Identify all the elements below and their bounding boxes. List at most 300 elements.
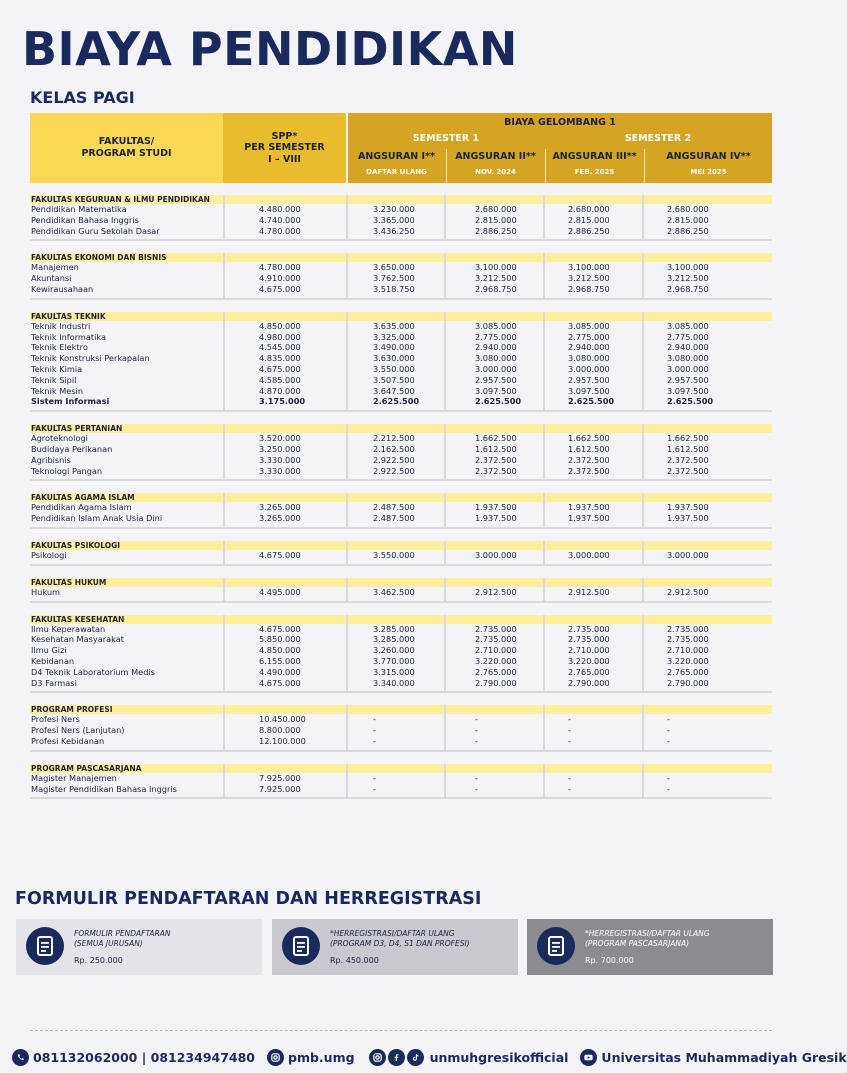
column-divider xyxy=(444,541,446,566)
fee-a3: 2.790.000 xyxy=(568,677,610,688)
column-divider xyxy=(543,541,545,566)
fee-a2: 3.000.000 xyxy=(475,363,517,374)
faculty-section xyxy=(30,578,772,603)
header-spp xyxy=(223,113,346,183)
column-divider xyxy=(642,493,644,529)
form-box-pendaftaran xyxy=(16,919,262,975)
fee-a3: 1.937.500 xyxy=(568,513,610,524)
column-divider xyxy=(444,253,446,299)
fee-a3: 2.625.500 xyxy=(568,396,615,407)
footer-divider xyxy=(30,1030,772,1031)
column-divider xyxy=(346,253,348,299)
table-row xyxy=(30,784,772,795)
column-divider xyxy=(223,705,225,751)
column-divider xyxy=(543,493,545,529)
fee-a2: - xyxy=(475,735,478,746)
fee-a2: 2.940.000 xyxy=(475,342,517,353)
fee-spp: 4.780.000 xyxy=(259,262,301,273)
fee-a4: 1.937.500 xyxy=(667,502,709,513)
program-name: Kebidanan xyxy=(31,655,75,666)
fee-a1: 3.507.500 xyxy=(373,374,415,385)
program-name: Teknologi Pangan xyxy=(31,465,103,476)
fee-a4: 2.372.500 xyxy=(667,454,709,465)
column-divider xyxy=(346,615,348,694)
fee-a1: 3.436.250 xyxy=(373,225,415,236)
fee-spp: 3.265.000 xyxy=(259,513,301,524)
faculty-name: FAKULTAS KEGURUAN & ILMU PENDIDIKAN xyxy=(30,195,772,204)
header-spp-line3: I – VIII xyxy=(268,153,301,165)
program-name: Magister Pendidikan Bahasa Inggris xyxy=(31,783,177,794)
program-name: Magister Manajemen xyxy=(31,772,117,783)
fee-a3: 2.372.500 xyxy=(568,465,610,476)
fee-a3: 3.080.000 xyxy=(568,353,610,364)
fee-spp: 4.545.000 xyxy=(259,342,301,353)
column-divider xyxy=(223,424,225,481)
table-row xyxy=(30,714,772,725)
fee-a3: 2.775.000 xyxy=(568,331,610,342)
fee-a4: 1.662.500 xyxy=(667,433,709,444)
fee-spp: 3.175.000 xyxy=(259,396,306,407)
program-name: Teknik Sipil xyxy=(31,374,77,385)
fee-a2: 2.912.500 xyxy=(475,586,517,597)
table-row xyxy=(30,364,772,375)
fee-a4: 2.735.000 xyxy=(667,623,709,634)
faculty-name: PROGRAM PASCASARJANA xyxy=(30,764,772,773)
fee-a1: - xyxy=(373,725,376,736)
form-box-price: Rp. 450.000 xyxy=(330,956,379,965)
footer-youtube: Universitas Muhammadiyah Gresik xyxy=(601,1049,847,1065)
forms-title: FORMULIR PENDAFTARAN DAN HERREGISTRASI xyxy=(15,889,482,909)
fee-spp: 12.100.000 xyxy=(259,735,306,746)
table-row xyxy=(30,353,772,364)
fee-a4: 1.937.500 xyxy=(667,513,709,524)
fee-a1: 3.650.000 xyxy=(373,262,415,273)
table-row xyxy=(30,634,772,645)
column-divider xyxy=(346,493,348,529)
fee-a3: 1.662.500 xyxy=(568,433,610,444)
table-row xyxy=(30,645,772,656)
fee-a4: 2.775.000 xyxy=(667,331,709,342)
form-box-label xyxy=(585,929,710,949)
fee-a3: - xyxy=(568,725,571,736)
faculty-section xyxy=(30,764,772,800)
fee-spp: 3.250.000 xyxy=(259,443,301,454)
fee-a2: 3.000.000 xyxy=(475,549,517,560)
fee-spp: 4.495.000 xyxy=(259,586,301,597)
fee-spp: 6.155.000 xyxy=(259,655,301,666)
fee-spp: 4.675.000 xyxy=(259,623,301,634)
angsuran-3-label: ANGSURAN III** xyxy=(552,151,637,162)
page-title: BIAYA PENDIDIKAN xyxy=(22,22,518,76)
fee-a4: - xyxy=(667,735,670,746)
tiktok-icon xyxy=(407,1049,424,1066)
fee-a3: 2.940.000 xyxy=(568,342,610,353)
footer-social: unmuhgresikofficial xyxy=(429,1049,569,1065)
column-divider xyxy=(223,615,225,694)
column-divider xyxy=(543,705,545,751)
program-name: Ilmu Keperawatan xyxy=(31,623,106,634)
table-row xyxy=(30,342,772,353)
fee-spp: 4.980.000 xyxy=(259,331,301,342)
fee-spp: 10.450.000 xyxy=(259,714,306,725)
fee-a2: 1.612.500 xyxy=(475,443,517,454)
fee-a3: - xyxy=(568,772,571,783)
form-box-line1: *HERREGISTRASI/DAFTAR ULANG xyxy=(330,929,455,938)
form-box-price: Rp. 700.000 xyxy=(585,956,634,965)
column-divider xyxy=(444,578,446,603)
header-semester-2: SEMESTER 2 xyxy=(624,133,692,144)
table-row xyxy=(30,656,772,667)
faculty-name: FAKULTAS KESEHATAN xyxy=(30,615,772,624)
fee-a2: 2.886.250 xyxy=(475,225,517,236)
fee-a4: 3.097.500 xyxy=(667,385,709,396)
fee-a3: 2.735.000 xyxy=(568,623,610,634)
form-box-label xyxy=(74,929,170,949)
fee-a4: 1.612.500 xyxy=(667,443,709,454)
fee-a2: 2.735.000 xyxy=(475,623,517,634)
column-divider xyxy=(543,253,545,299)
column-divider xyxy=(642,312,644,412)
program-name: Profesi Ners xyxy=(31,714,80,725)
fee-table xyxy=(30,113,772,799)
program-name: Teknik Elektro xyxy=(31,342,88,353)
angsuran-4-label: ANGSURAN IV** xyxy=(666,151,751,162)
table-row xyxy=(30,433,772,444)
table-row xyxy=(30,466,772,477)
faculty-section xyxy=(30,312,772,412)
fee-a1: 3.550.000 xyxy=(373,363,415,374)
column-divider xyxy=(223,764,225,800)
column-divider xyxy=(223,195,225,241)
header-fakultas xyxy=(30,113,223,183)
column-divider xyxy=(444,615,446,694)
document-icon xyxy=(282,927,320,965)
table-row xyxy=(30,678,772,689)
fee-a1: 3.260.000 xyxy=(373,645,415,656)
column-divider xyxy=(642,195,644,241)
facebook-icon xyxy=(388,1049,405,1066)
table-row xyxy=(30,773,772,784)
table-row xyxy=(30,375,772,386)
instagram-icon xyxy=(267,1049,284,1066)
table-body xyxy=(30,195,772,799)
fee-spp: 4.490.000 xyxy=(259,666,301,677)
fee-a2: 2.968.750 xyxy=(475,283,517,294)
column-divider xyxy=(346,578,348,603)
faculty-section xyxy=(30,615,772,694)
fee-a4: 3.212.500 xyxy=(667,273,709,284)
fee-a2: 2.680.000 xyxy=(475,204,517,214)
angsuran-4-sub: MEI 2025 xyxy=(690,168,727,176)
form-box-line2: (PROGRAM PASCASARJANA) xyxy=(585,939,690,948)
fee-spp: 7.925.000 xyxy=(259,772,301,783)
table-row xyxy=(30,332,772,343)
fee-a2: 2.957.500 xyxy=(475,374,517,385)
faculty-section xyxy=(30,253,772,299)
faculty-section xyxy=(30,541,772,566)
fee-a3: 3.220.000 xyxy=(568,655,610,666)
table-row xyxy=(30,667,772,678)
page-subtitle: KELAS PAGI xyxy=(30,88,135,107)
program-name: Ilmu Gizi xyxy=(31,645,67,656)
table-row xyxy=(30,444,772,455)
footer-phone: 081132062000 | 081234947480 xyxy=(33,1049,256,1065)
fee-a2: 2.765.000 xyxy=(475,666,517,677)
fee-spp: 4.910.000 xyxy=(259,273,301,284)
fee-a4: 3.000.000 xyxy=(667,363,709,374)
fee-a2: 3.212.500 xyxy=(475,273,517,284)
column-divider xyxy=(642,578,644,603)
column-divider xyxy=(346,541,348,566)
fee-a1: 3.462.500 xyxy=(373,586,415,597)
fee-spp: 3.330.000 xyxy=(259,454,301,465)
fee-a1: - xyxy=(373,783,376,794)
fee-spp: 3.520.000 xyxy=(259,433,301,444)
fee-a2: - xyxy=(475,725,478,736)
column-divider xyxy=(543,312,545,412)
column-divider xyxy=(444,195,446,241)
fee-spp: 4.835.000 xyxy=(259,353,301,364)
column-divider xyxy=(444,764,446,800)
header-fakultas-line1: FAKULTAS/ xyxy=(98,136,155,147)
fee-a4: 3.080.000 xyxy=(667,353,709,364)
column-divider xyxy=(642,541,644,566)
table-row xyxy=(30,273,772,284)
fee-a3: 2.765.000 xyxy=(568,666,610,677)
fee-spp: 4.585.000 xyxy=(259,374,301,385)
fee-a2: - xyxy=(475,772,478,783)
fee-a2: - xyxy=(475,714,478,725)
form-box-label xyxy=(330,929,470,949)
fee-a4: - xyxy=(667,725,670,736)
fee-a1: 2.162.500 xyxy=(373,443,415,454)
fee-a3: 2.372.500 xyxy=(568,454,610,465)
fee-a2: 2.372.500 xyxy=(475,454,517,465)
fee-a1: 3.325.000 xyxy=(373,331,415,342)
fee-a3: 3.212.500 xyxy=(568,273,610,284)
fee-a2: 1.937.500 xyxy=(475,502,517,513)
table-row xyxy=(30,502,772,513)
column-divider xyxy=(642,764,644,800)
fee-a3: 2.886.250 xyxy=(568,225,610,236)
angsuran-3-sub: FEB. 2025 xyxy=(574,168,615,176)
table-row xyxy=(30,386,772,397)
fee-spp: 8.800.000 xyxy=(259,725,301,736)
column-divider xyxy=(346,764,348,800)
fee-spp: 7.925.000 xyxy=(259,783,301,794)
fee-a1: 3.365.000 xyxy=(373,214,415,225)
fee-a2: 3.220.000 xyxy=(475,655,517,666)
fee-a3: 2.957.500 xyxy=(568,374,610,385)
table-row xyxy=(30,396,772,407)
document-icon xyxy=(537,927,575,965)
form-box-line1: FORMULIR PENDAFTARAN xyxy=(74,929,171,938)
fee-a1: 3.630.000 xyxy=(373,353,415,364)
fee-a1: 3.635.000 xyxy=(373,320,415,331)
header-col-angsuran-4 xyxy=(645,149,772,183)
fee-a4: 3.220.000 xyxy=(667,655,709,666)
table-row xyxy=(30,624,772,635)
table-row xyxy=(30,215,772,226)
fee-spp: 4.675.000 xyxy=(259,549,301,560)
document-icon xyxy=(26,927,64,965)
fee-spp: 3.265.000 xyxy=(259,502,301,513)
fee-a2: - xyxy=(475,783,478,794)
fee-a2: 1.662.500 xyxy=(475,433,517,444)
fee-a1: 3.285.000 xyxy=(373,634,415,645)
header-biaya-title: BIAYA GELOMBANG 1 xyxy=(504,117,616,128)
fee-a4: 2.957.500 xyxy=(667,374,709,385)
form-box-line2: (PROGRAM D3, D4, S1 DAN PROFESI) xyxy=(330,939,470,948)
faculty-name: FAKULTAS TEKNIK xyxy=(30,312,772,321)
form-box-herregistrasi-s1 xyxy=(272,919,518,975)
fee-a4: 2.710.000 xyxy=(667,645,709,656)
fee-a4: 2.735.000 xyxy=(667,634,709,645)
form-box-line2: (SEMUA JURUSAN) xyxy=(74,939,143,948)
angsuran-1-label: ANGSURAN I** xyxy=(357,151,436,162)
faculty-name: FAKULTAS EKONOMI DAN BISNIS xyxy=(30,253,772,262)
fee-a4: 2.372.500 xyxy=(667,465,709,476)
fee-a1: - xyxy=(373,772,376,783)
column-divider xyxy=(223,493,225,529)
header-spp-line2: PER SEMESTER xyxy=(244,142,325,154)
fee-a2: 2.815.000 xyxy=(475,214,517,225)
column-divider xyxy=(223,578,225,603)
fee-a3: - xyxy=(568,783,571,794)
program-name: Akuntansi xyxy=(31,273,72,284)
program-name: Agroteknologi xyxy=(31,433,88,444)
header-spp-line1: SPP* xyxy=(271,130,298,142)
fee-a1: 3.285.000 xyxy=(373,623,415,634)
faculty-section xyxy=(30,195,772,241)
fee-a1: 3.647.500 xyxy=(373,385,415,396)
fee-a2: 3.080.000 xyxy=(475,353,517,364)
table-row xyxy=(30,226,772,237)
column-divider xyxy=(223,253,225,299)
faculty-name: FAKULTAS HUKUM xyxy=(30,578,772,587)
column-divider xyxy=(642,705,644,751)
fee-a4: - xyxy=(667,783,670,794)
table-row xyxy=(30,513,772,524)
fee-spp: 5.850.000 xyxy=(259,634,301,645)
faculty-name: FAKULTAS PSIKOLOGI xyxy=(30,541,772,550)
column-divider xyxy=(543,578,545,603)
column-divider xyxy=(642,615,644,694)
program-name: Profesi Ners (Lanjutan) xyxy=(31,725,125,736)
fee-a3: 3.097.500 xyxy=(568,385,610,396)
fee-a1: 2.922.500 xyxy=(373,465,415,476)
fee-a3: 3.000.000 xyxy=(568,549,610,560)
fee-a1: 2.487.500 xyxy=(373,513,415,524)
program-name: Pendidikan Islam Anak Usia Dini xyxy=(31,513,163,524)
fee-a1: 3.770.000 xyxy=(373,655,415,666)
fee-a4: 2.886.250 xyxy=(667,225,709,236)
fee-a3: 1.937.500 xyxy=(568,502,610,513)
table-row xyxy=(30,550,772,561)
youtube-icon xyxy=(580,1049,597,1066)
fee-a3: 2.710.000 xyxy=(568,645,610,656)
fee-a4: 3.000.000 xyxy=(667,549,709,560)
footer-contacts xyxy=(12,1046,847,1068)
column-divider xyxy=(543,424,545,481)
table-header xyxy=(30,113,772,183)
fee-a3: 3.100.000 xyxy=(568,262,610,273)
header-semester-1: SEMESTER 1 xyxy=(412,133,480,144)
column-divider xyxy=(444,705,446,751)
column-divider xyxy=(223,541,225,566)
fee-a4: 2.940.000 xyxy=(667,342,709,353)
table-row xyxy=(30,725,772,736)
fee-a4: 3.100.000 xyxy=(667,262,709,273)
angsuran-1-sub: DAFTAR ULANG xyxy=(366,168,427,176)
fee-a1: - xyxy=(373,714,376,725)
fee-a1: 2.487.500 xyxy=(373,502,415,513)
program-name: Manajemen xyxy=(31,262,79,273)
column-divider xyxy=(444,312,446,412)
fee-spp: 3.330.000 xyxy=(259,465,301,476)
faculty-section xyxy=(30,705,772,751)
whatsapp-icon xyxy=(12,1049,29,1066)
fee-spp: 4.850.000 xyxy=(259,645,301,656)
column-divider xyxy=(642,424,644,481)
fee-spp: 4.850.000 xyxy=(259,320,301,331)
fee-a4: - xyxy=(667,772,670,783)
angsuran-2-sub: NOV. 2024 xyxy=(475,168,516,176)
header-biaya xyxy=(348,113,772,183)
table-row xyxy=(30,587,772,598)
fee-a1: 3.340.000 xyxy=(373,677,415,688)
fee-a3: - xyxy=(568,735,571,746)
footer-instagram: pmb.umg xyxy=(288,1049,355,1065)
fee-a2: 2.625.500 xyxy=(475,396,522,407)
fee-a2: 2.775.000 xyxy=(475,331,517,342)
faculty-name: PROGRAM PROFESI xyxy=(30,705,772,714)
fee-a4: - xyxy=(667,714,670,725)
fee-a1: 2.212.500 xyxy=(373,433,415,444)
faculty-section xyxy=(30,424,772,481)
fee-a3: 2.968.750 xyxy=(568,283,610,294)
program-name: D4 Teknik Laboratorium Medis xyxy=(31,666,155,677)
fee-a4: 2.968.750 xyxy=(667,283,709,294)
column-divider xyxy=(642,253,644,299)
form-box-herregistrasi-pasca xyxy=(527,919,773,975)
faculty-section xyxy=(30,493,772,529)
fee-a1: 2.625.500 xyxy=(373,396,420,407)
fee-a4: 2.625.500 xyxy=(667,396,714,407)
form-box-line1: *HERREGISTRASI/DAFTAR ULANG xyxy=(585,929,710,938)
program-name: Budidaya Perikanan xyxy=(31,443,113,454)
program-name: Teknik Kimia xyxy=(31,363,83,374)
program-name: Pendidikan Bahasa Inggris xyxy=(31,214,139,225)
fee-spp: 4.870.000 xyxy=(259,385,301,396)
program-name: Teknik Mesin xyxy=(31,385,84,396)
fee-a1: - xyxy=(373,735,376,746)
table-row xyxy=(30,204,772,215)
program-name: Kesehatan Masyarakat xyxy=(31,634,124,645)
table-row xyxy=(30,262,772,273)
column-divider xyxy=(543,195,545,241)
header-col-angsuran-1 xyxy=(348,149,445,183)
faculty-name: FAKULTAS AGAMA ISLAM xyxy=(30,493,772,502)
fee-a1: 3.550.000 xyxy=(373,549,415,560)
angsuran-2-label: ANGSURAN II** xyxy=(455,151,536,162)
fee-spp: 4.780.000 xyxy=(259,225,301,236)
fee-a3: 2.912.500 xyxy=(568,586,610,597)
fee-a4: 2.680.000 xyxy=(667,204,709,214)
column-divider xyxy=(223,312,225,412)
table-row xyxy=(30,284,772,295)
fee-spp: 4.480.000 xyxy=(259,204,301,214)
